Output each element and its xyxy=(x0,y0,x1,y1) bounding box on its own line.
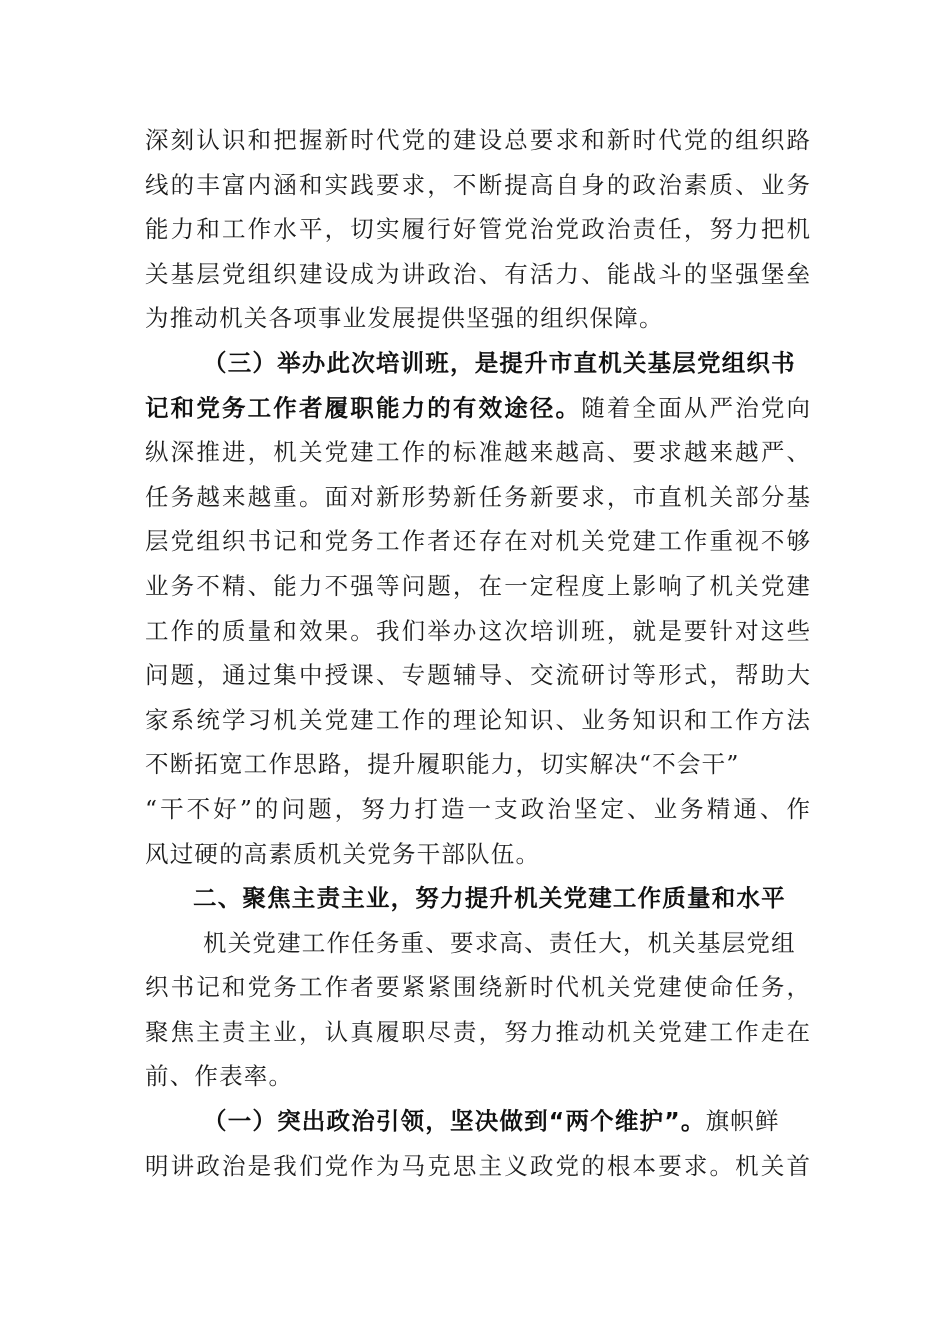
paragraph-2-line-8: 问题，通过集中授课、专题辅导、交流研讨等形式，帮助大 xyxy=(145,661,810,690)
paragraph-2-line-11: “干不好”的问题，努力打造一支政治坚定、业务精通、作 xyxy=(145,794,810,823)
paragraph-3-line-4: 前、作表率。 xyxy=(145,1062,294,1091)
paragraph-3-line-3: 聚焦主责主业，认真履职尽责，努力推动机关党建工作走在 xyxy=(145,1017,810,1046)
paragraph-2-line-2-rest: 随着全面从严治党向 xyxy=(581,393,811,422)
paragraph-2-line-6: 业务不精、能力不强等问题，在一定程度上影响了机关党建 xyxy=(145,571,810,600)
paragraph-2-lead-line: （三）举办此次培训班，是提升市直机关基层党组织书 xyxy=(203,348,796,377)
paragraph-3-line-2: 织书记和党务工作者要紧紧围绕新时代机关党建使命任务， xyxy=(145,973,810,1002)
paragraph-4-line-1 xyxy=(145,1099,810,1144)
paragraph-2-line-4: 任务越来越重。面对新形势新任务新要求，市直机关部分基 xyxy=(145,482,810,511)
paragraph-4-line-2: 明讲政治是我们党作为马克思主义政党的根本要求。机关首 xyxy=(145,1151,810,1180)
section-heading: 二、聚焦主责主业，努力提升机关党建工作质量和水平 xyxy=(193,884,786,913)
paragraph-2-line-9: 家系统学习机关党建工作的理论知识、业务知识和工作方法 xyxy=(145,705,810,734)
paragraph-2-line-12: 风过硬的高素质机关党务干部队伍。 xyxy=(145,839,541,868)
paragraph-1-line-4: 关基层党组织建设成为讲政治、有活力、能战斗的坚强堡垒 xyxy=(145,259,810,288)
paragraph-2-line-3: 纵深推进，机关党建工作的标准越来越高、要求越来越严、 xyxy=(145,438,810,467)
paragraph-2-line-10: 不断拓宽工作思路，提升履职能力，切实解决“不会干” xyxy=(145,750,740,779)
paragraph-2-line-5: 层党组织书记和党务工作者还存在对机关党建工作重视不够 xyxy=(145,527,810,556)
paragraph-1-line-5: 为推动机关各项事业发展提供坚强的组织保障。 xyxy=(145,304,664,333)
paragraph-3-line-1: 机关党建工作任务重、要求高、责任大，机关基层党组 xyxy=(203,928,796,957)
paragraph-1-line-1: 深刻认识和把握新时代党的建设总要求和新时代党的组织路 xyxy=(145,126,810,154)
paragraph-2-line-7: 工作的质量和效果。我们举办这次培训班，就是要针对这些 xyxy=(145,616,810,645)
document-body xyxy=(145,118,810,1188)
paragraph-4-lead-heading: （一）突出政治引领，坚决做到“两个维护”。 xyxy=(203,1107,706,1136)
paragraph-1-line-2: 线的丰富内涵和实践要求，不断提高自身的政治素质、业务 xyxy=(145,170,810,199)
paragraph-1-line-3: 能力和工作水平，切实履行好管党治党政治责任，努力把机 xyxy=(145,215,810,244)
paragraph-4-line-1-rest: 旗帜鲜 xyxy=(705,1107,780,1136)
paragraph-2-lead-continuation: 记和党务工作者履职能力的有效途径。 xyxy=(145,393,582,422)
paragraph-2-line-2 xyxy=(145,386,810,431)
